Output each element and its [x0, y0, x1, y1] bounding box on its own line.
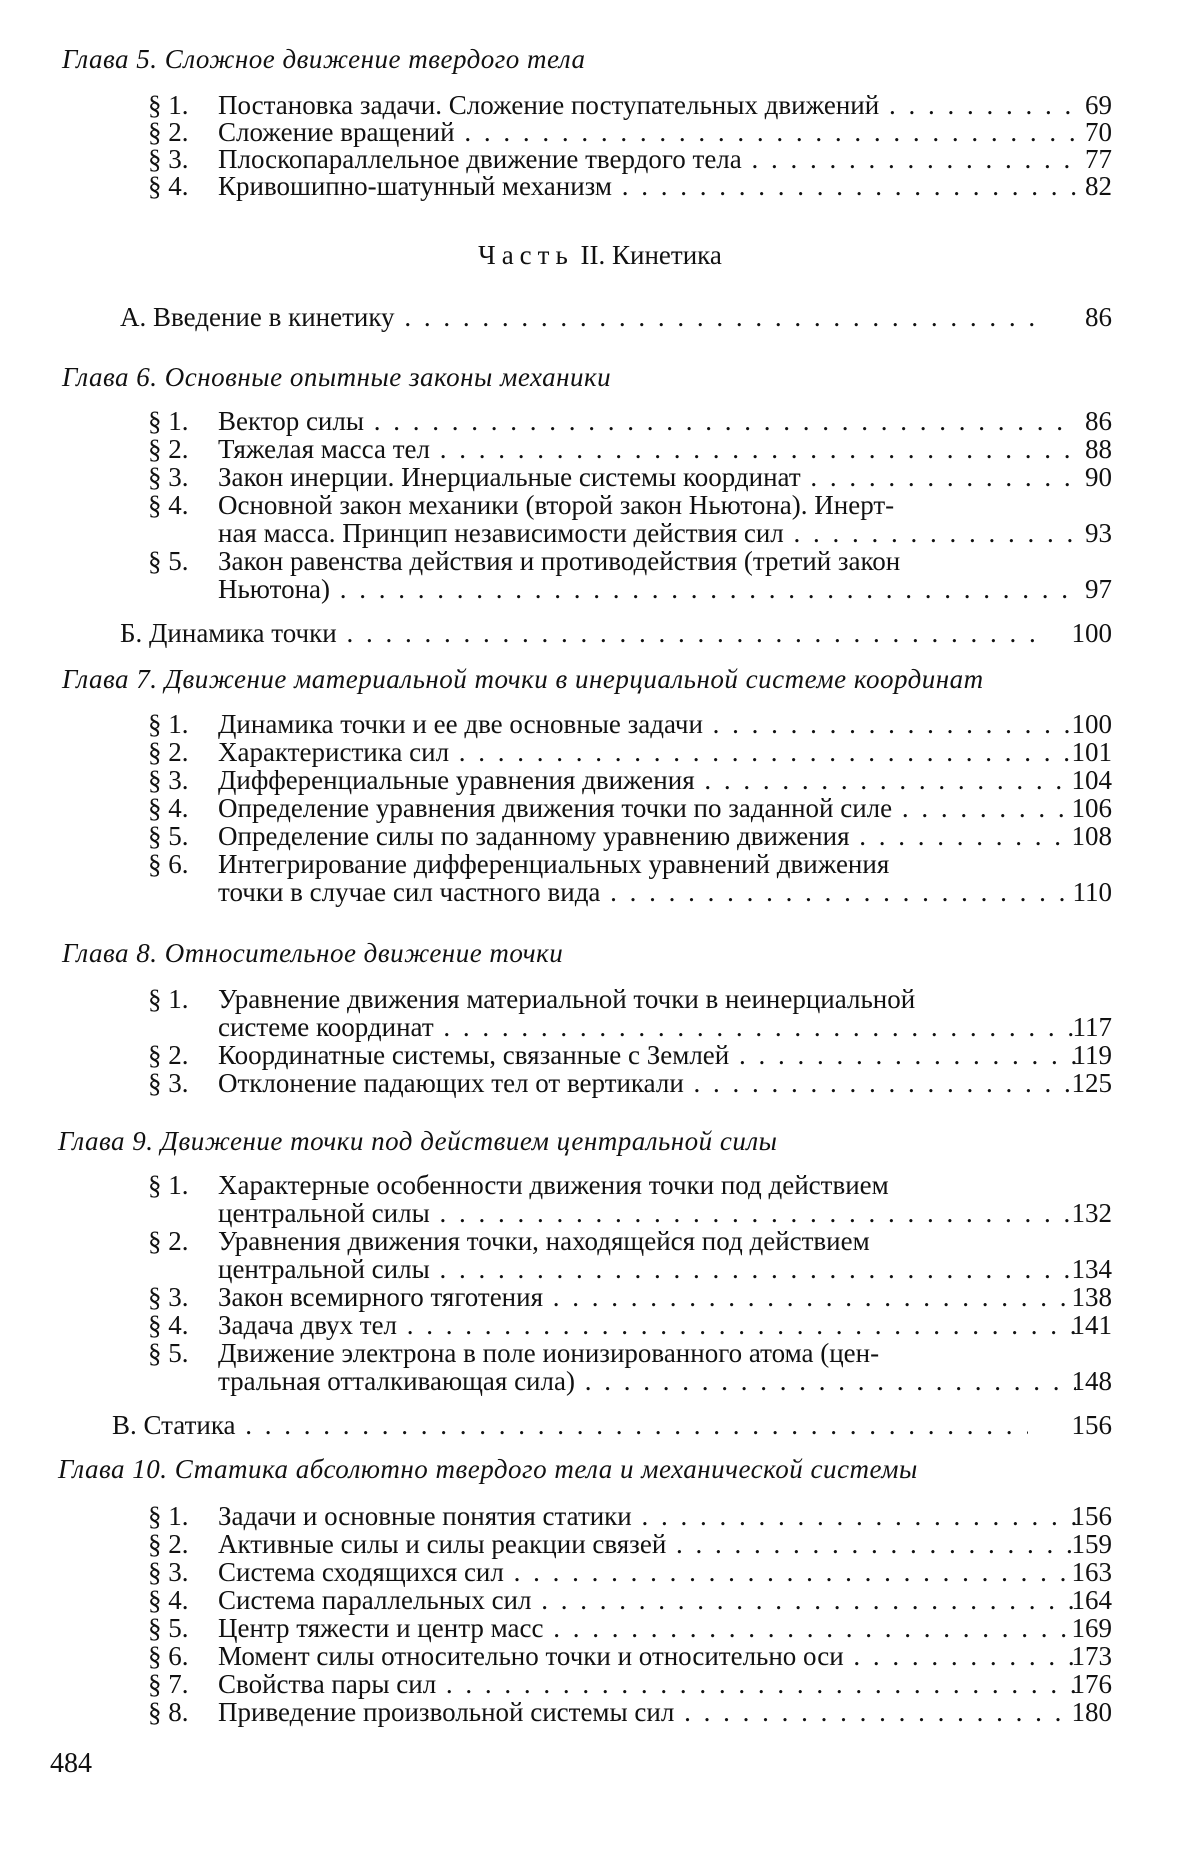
entry-text: Сложение вращений . . .: [218, 117, 1076, 147]
part-prefix: Часть: [478, 240, 574, 270]
toc-entry: [0, 1585, 1200, 1615]
chapter-9-title: Глава 9. Движение точки под действием центральной силы: [58, 1126, 778, 1156]
page-number: 156: [1071, 1410, 1112, 1440]
page-number: 82: [1085, 171, 1112, 201]
entry-text: Момент силы относительно точки и относительно оси . . .: [218, 1641, 1076, 1671]
section-number: § 3.: [148, 1282, 189, 1312]
entry-text: Система параллельных сил . . .: [218, 1585, 1076, 1615]
chapter-7-title: Глава 7. Движение материальной точки в инерциальной системе координат: [62, 664, 984, 694]
entry-text: Координатные системы, связанные с Землей . . .: [218, 1040, 1076, 1070]
page-number: 69: [1085, 90, 1112, 120]
section-label: Б. Динамика точки . . .: [120, 618, 1036, 648]
section-label: А. Введение в кинетику . . .: [120, 302, 1036, 332]
entry-text: Приведение произвольной системы сил . . .: [218, 1697, 1076, 1727]
section-number: § 2.: [148, 1529, 189, 1559]
section-number: § 5.: [148, 821, 189, 851]
page-number: 108: [1071, 821, 1112, 851]
toc-entry-line1: [0, 849, 1200, 879]
section-number: § 2.: [148, 117, 189, 147]
entry-text-continued: ная масса. Принцип независимости действия сил . . .: [218, 518, 1076, 548]
entry-text: Уравнения движения точки, находящейся под действием: [218, 1226, 870, 1256]
entry-text: Плоскопараллельное движение твердого тела . . .: [218, 144, 1076, 174]
toc-entry: [0, 1641, 1200, 1671]
section-number: § 1.: [148, 1501, 189, 1531]
entry-text: Задача двух тел . . .: [218, 1310, 1076, 1340]
entry-text: Тяжелая масса тел . . .: [218, 434, 1076, 464]
section-number: § 6.: [148, 849, 189, 879]
page-number: 138: [1071, 1282, 1112, 1312]
page-number: 97: [1085, 574, 1112, 604]
section-number: § 2.: [148, 737, 189, 767]
page-number: 134: [1071, 1254, 1112, 1284]
toc-entry-line1: [0, 1170, 1200, 1200]
toc-entry: [0, 1697, 1200, 1727]
page-number: 101: [1071, 737, 1112, 767]
toc-entry: [0, 462, 1200, 492]
page-number: 173: [1071, 1641, 1112, 1671]
page-number: 156: [1071, 1501, 1112, 1531]
toc-entry-line2: [0, 574, 1200, 604]
toc-entry: [0, 709, 1200, 739]
section-number: § 5.: [148, 1613, 189, 1643]
entry-text-continued: центральной силы . . .: [218, 1254, 1076, 1284]
page-number: 176: [1071, 1669, 1112, 1699]
chapter-8-title: Глава 8. Относительное движение точки: [62, 938, 564, 968]
section-number: § 4.: [148, 1585, 189, 1615]
entry-text: Интегрирование дифференциальных уравнений движения: [218, 849, 890, 879]
entry-text: Система сходящихся сил . . .: [218, 1557, 1076, 1587]
toc-entry-line2: [0, 1254, 1200, 1284]
entry-text: Закон инерции. Инерциальные системы координат . . .: [218, 462, 1076, 492]
page-number: 77: [1085, 144, 1112, 174]
section-number: § 1.: [148, 709, 189, 739]
page-number: 148: [1071, 1366, 1112, 1396]
toc-entry: [0, 1669, 1200, 1699]
page-number: 86: [1085, 406, 1112, 436]
entry-text: Характерные особенности движения точки под действием: [218, 1170, 889, 1200]
entry-text: Задачи и основные понятия статики . . .: [218, 1501, 1076, 1531]
section-number: § 4.: [148, 490, 189, 520]
entry-text: Кривошипно-шатунный механизм . . .: [218, 171, 1076, 201]
section-number: § 5.: [148, 546, 189, 576]
toc-entry: [0, 821, 1200, 851]
page-number: 86: [1085, 302, 1112, 332]
entry-text-continued: системе координат . . .: [218, 1012, 1076, 1042]
chapter-5-title: Глава 5. Сложное движение твердого тела: [62, 44, 586, 74]
toc-entry: [0, 1613, 1200, 1643]
section-number: § 3.: [148, 1557, 189, 1587]
toc-entry-line2: [0, 1198, 1200, 1228]
page-number: 141: [1071, 1310, 1112, 1340]
toc-entry: [0, 1501, 1200, 1531]
toc-entry: [0, 144, 1200, 174]
section-number: § 1.: [148, 984, 189, 1014]
page-number: 104: [1071, 765, 1112, 795]
toc-entry: [0, 406, 1200, 436]
toc-entry: [0, 765, 1200, 795]
toc-entry: [0, 171, 1200, 201]
section-number: § 2.: [148, 1040, 189, 1070]
part-title: II. Кинетика: [573, 240, 722, 270]
entry-text: Отклонение падающих тел от вертикали . . .: [218, 1068, 1076, 1098]
page-number: 163: [1071, 1557, 1112, 1587]
page-number: 119: [1072, 1040, 1112, 1070]
entry-text: Дифференциальные уравнения движения . . .: [218, 765, 1076, 795]
toc-entry-line2: [0, 1366, 1200, 1396]
entry-text: Постановка задачи. Сложение поступательных движений . . .: [218, 90, 1076, 120]
page-number: 110: [1072, 877, 1112, 907]
chapter-10-title: Глава 10. Статика абсолютно твердого тела и механической системы: [58, 1454, 918, 1484]
section-number: § 2.: [148, 1226, 189, 1256]
entry-text-continued: тральная отталкивающая сила) . . .: [218, 1366, 1076, 1396]
entry-text: Основной закон механики (второй закон Ньютона). Инерт-: [218, 490, 895, 520]
section-number: § 3.: [148, 144, 189, 174]
page-folio-number: 484: [50, 1748, 92, 1779]
page-number: 100: [1071, 709, 1112, 739]
entry-text: Уравнение движения материальной точки в неинерциальной: [218, 984, 916, 1014]
toc-entry-line2: [0, 518, 1200, 548]
entry-text: Определение уравнения движения точки по заданной силе . . .: [218, 793, 1076, 823]
entry-text-continued: центральной силы . . .: [218, 1198, 1076, 1228]
toc-entry: [0, 793, 1200, 823]
page-number: 169: [1071, 1613, 1112, 1643]
entry-text: Характеристика сил . . .: [218, 737, 1076, 767]
toc-entry: [0, 737, 1200, 767]
toc-entry-line1: [0, 1338, 1200, 1368]
page-number: 88: [1085, 434, 1112, 464]
page-number: 164: [1071, 1585, 1112, 1615]
toc-entry-line1: [0, 984, 1200, 1014]
section-number: § 3.: [148, 1068, 189, 1098]
page-number: 132: [1071, 1198, 1112, 1228]
entry-text: Движение электрона в поле ионизированного атома (цен-: [218, 1338, 880, 1368]
section-number: § 7.: [148, 1669, 189, 1699]
section-number: § 8.: [148, 1697, 189, 1727]
section-number: § 5.: [148, 1338, 189, 1368]
entry-text: Закон всемирного тяготения . . .: [218, 1282, 1076, 1312]
entry-text: Закон равенства действия и противодействия (третий закон: [218, 546, 901, 576]
page-number: 180: [1071, 1697, 1112, 1727]
section-number: § 3.: [148, 765, 189, 795]
page-number: 70: [1085, 117, 1112, 147]
toc-section-entry: [0, 302, 1200, 332]
entry-text: Динамика точки и ее две основные задачи . . .: [218, 709, 1076, 739]
toc-entry-line1: [0, 1226, 1200, 1256]
toc-entry: [0, 1557, 1200, 1587]
page-number: 100: [1071, 618, 1112, 648]
entry-text: Свойства пары сил . . .: [218, 1669, 1076, 1699]
toc-entry-line2: [0, 877, 1200, 907]
page-number: 106: [1071, 793, 1112, 823]
section-number: § 2.: [148, 434, 189, 464]
toc-entry-line1: [0, 546, 1200, 576]
section-number: § 4.: [148, 1310, 189, 1340]
chapter-6-title: Глава 6. Основные опытные законы механики: [62, 362, 612, 392]
toc-entry: [0, 1529, 1200, 1559]
entry-text: Центр тяжести и центр масс . . .: [218, 1613, 1076, 1643]
page-number: 125: [1071, 1068, 1112, 1098]
toc-section-entry: [0, 618, 1200, 648]
section-number: § 1.: [148, 406, 189, 436]
toc-entry: [0, 1282, 1200, 1312]
page-number: 93: [1085, 518, 1112, 548]
section-number: § 3.: [148, 462, 189, 492]
entry-text-continued: точки в случае сил частного вида . . .: [218, 877, 1076, 907]
section-number: § 4.: [148, 171, 189, 201]
section-number: § 6.: [148, 1641, 189, 1671]
page-number: 159: [1071, 1529, 1112, 1559]
page-number: 117: [1072, 1012, 1112, 1042]
entry-text: Определение силы по заданному уравнению движения . . .: [218, 821, 1076, 851]
toc-section-entry: [0, 1410, 1200, 1440]
section-label: В. Статика . . .: [112, 1410, 1028, 1440]
toc-entry: [0, 1040, 1200, 1070]
toc-entry: [0, 1310, 1200, 1340]
toc-entry: [0, 90, 1200, 120]
toc-entry-line1: [0, 490, 1200, 520]
part-heading: [0, 240, 1200, 271]
toc-entry-line2: [0, 1012, 1200, 1042]
entry-text: Вектор силы . . .: [218, 406, 1076, 436]
toc-entry: [0, 434, 1200, 464]
toc-entry: [0, 117, 1200, 147]
entry-text-continued: Ньютона) . . .: [218, 574, 1076, 604]
section-number: § 1.: [148, 1170, 189, 1200]
toc-entry: [0, 1068, 1200, 1098]
page-number: 90: [1085, 462, 1112, 492]
section-number: § 1.: [148, 90, 189, 120]
entry-text: Активные силы и силы реакции связей . . .: [218, 1529, 1076, 1559]
section-number: § 4.: [148, 793, 189, 823]
